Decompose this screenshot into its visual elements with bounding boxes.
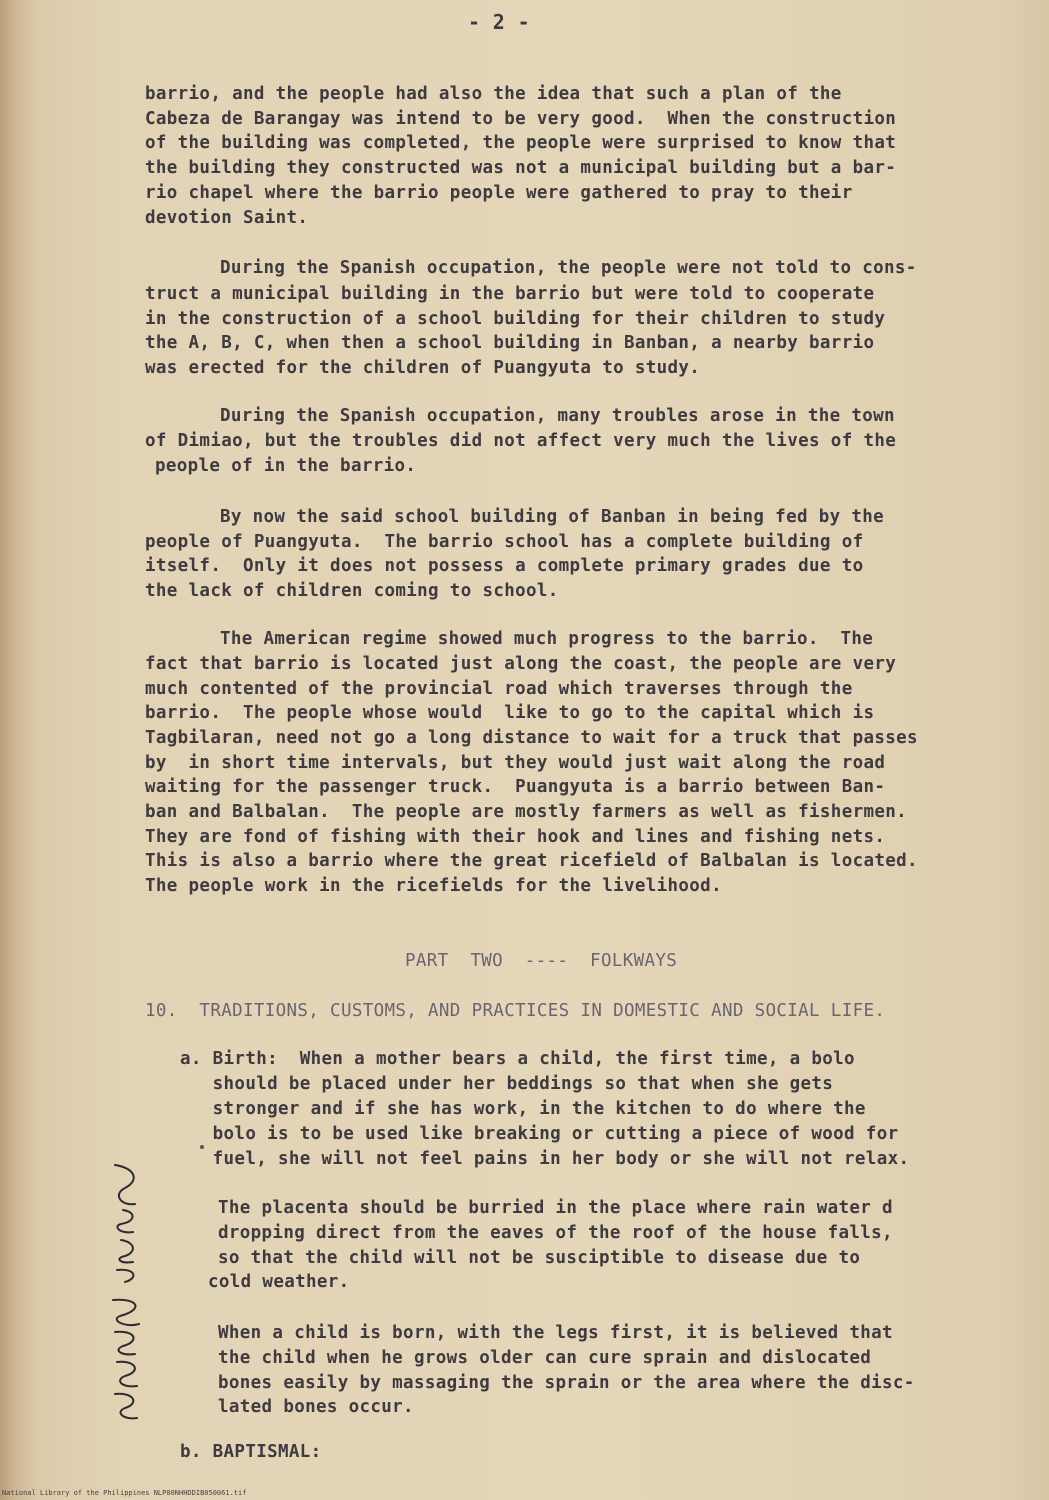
handwritten-signature-icon — [95, 1160, 165, 1430]
text-line: by in short time intervals, but they would just wait along the road — [145, 753, 886, 773]
text-line: the A, B, C, when then a school building in Banban, a nearby barrio — [145, 333, 875, 353]
text-line: truct a municipal building in the barrio but were told to cooperate — [145, 284, 875, 304]
part-heading: PART TWO ---- FOLKWAYS — [405, 951, 678, 971]
text-line: itself. Only it does not possess a complete primary grades due to — [145, 556, 864, 576]
text-line: During the Spanish occupation, the people were not told to cons- — [220, 258, 917, 278]
text-line: people of in the barrio. — [155, 456, 417, 476]
text-line: rio chapel where the barrio people were gathered to pray to their — [145, 183, 853, 203]
text-line: By now the said school building of Banban in being fed by the — [220, 507, 885, 527]
text-line: bones easily by massaging the sprain or the area where the disc- — [218, 1373, 915, 1393]
text-line: They are fond of fishing with their hook and lines and fishing nets. — [145, 827, 886, 847]
text-line: waiting for the passenger truck. Puangyuta is a barrio between Ban- — [145, 777, 886, 797]
text-line: The American regime showed much progress to the barrio. The — [220, 629, 874, 649]
text-line: dropping direct from the eaves of the roof of the house falls, — [218, 1223, 893, 1243]
text-line: the lack of children coming to school. — [145, 581, 559, 601]
text-line: the child when he grows older can cure sprain and dislocated — [218, 1348, 872, 1368]
text-line: barrio, and the people had also the idea that such a plan of the — [145, 84, 842, 104]
scan-footer: National Library of the Philippines NLP00NHHDDIB050061.tif — [2, 1489, 247, 1497]
page-number: - 2 - — [468, 10, 530, 34]
ink-dot — [200, 1145, 204, 1149]
baptismal-heading: b. BAPTISMAL: — [180, 1442, 322, 1462]
text-line: Tagbilaran, need not go a long distance to wait for a truck that passes — [145, 728, 918, 748]
text-line: a. Birth: When a mother bears a child, the first time, a bolo — [180, 1049, 855, 1069]
text-line: barrio. The people whose would like to go to the capital which is — [145, 703, 875, 723]
text-line: When a child is born, with the legs first, it is believed that — [218, 1323, 893, 1343]
text-line: bolo is to be used like breaking or cutting a piece of wood for — [180, 1124, 899, 1144]
text-line: The placenta should be burried in the place where rain water d — [218, 1198, 893, 1218]
text-line: lated bones occur. — [218, 1397, 414, 1417]
text-line: fuel, she will not feel pains in her body or she will not relax. — [180, 1149, 910, 1169]
section-heading: 10. TRADITIONS, CUSTOMS, AND PRACTICES IN DOMESTIC AND SOCIAL LIFE. — [145, 1001, 886, 1021]
text-line: The people work in the ricefields for the livelihood. — [145, 876, 722, 896]
text-line: fact that barrio is located just along the coast, the people are very — [145, 654, 897, 674]
text-line: should be placed under her beddings so that when she gets — [180, 1074, 834, 1094]
text-line: During the Spanish occupation, many troubles arose in the town — [220, 406, 895, 426]
text-line: stronger and if she has work, in the kitchen to do where the — [180, 1099, 866, 1119]
text-line: people of Puangyuta. The barrio school has a complete building of — [145, 532, 864, 552]
text-line: so that the child will not be susciptible to disease due to — [218, 1248, 861, 1268]
text-line: ban and Balbalan. The people are mostly farmers as well as fishermen. — [145, 802, 908, 822]
text-line: cold weather. — [208, 1272, 350, 1292]
text-line: was erected for the children of Puangyuta to study. — [145, 358, 701, 378]
text-line: devotion Saint. — [145, 208, 309, 228]
text-line: Cabeza de Barangay was intend to be very good. When the construction — [145, 109, 897, 129]
text-line: of Dimiao, but the troubles did not affect very much the lives of the — [145, 431, 897, 451]
text-line: much contented of the provincial road which traverses through the — [145, 679, 853, 699]
text-line: This is also a barrio where the great ricefield of Balbalan is located. — [145, 851, 918, 871]
text-line: in the construction of a school building for their children to study — [145, 309, 886, 329]
text-line: of the building was completed, the people were surprised to know that — [145, 133, 897, 153]
text-line: the building they constructed was not a municipal building but a bar- — [145, 158, 897, 178]
